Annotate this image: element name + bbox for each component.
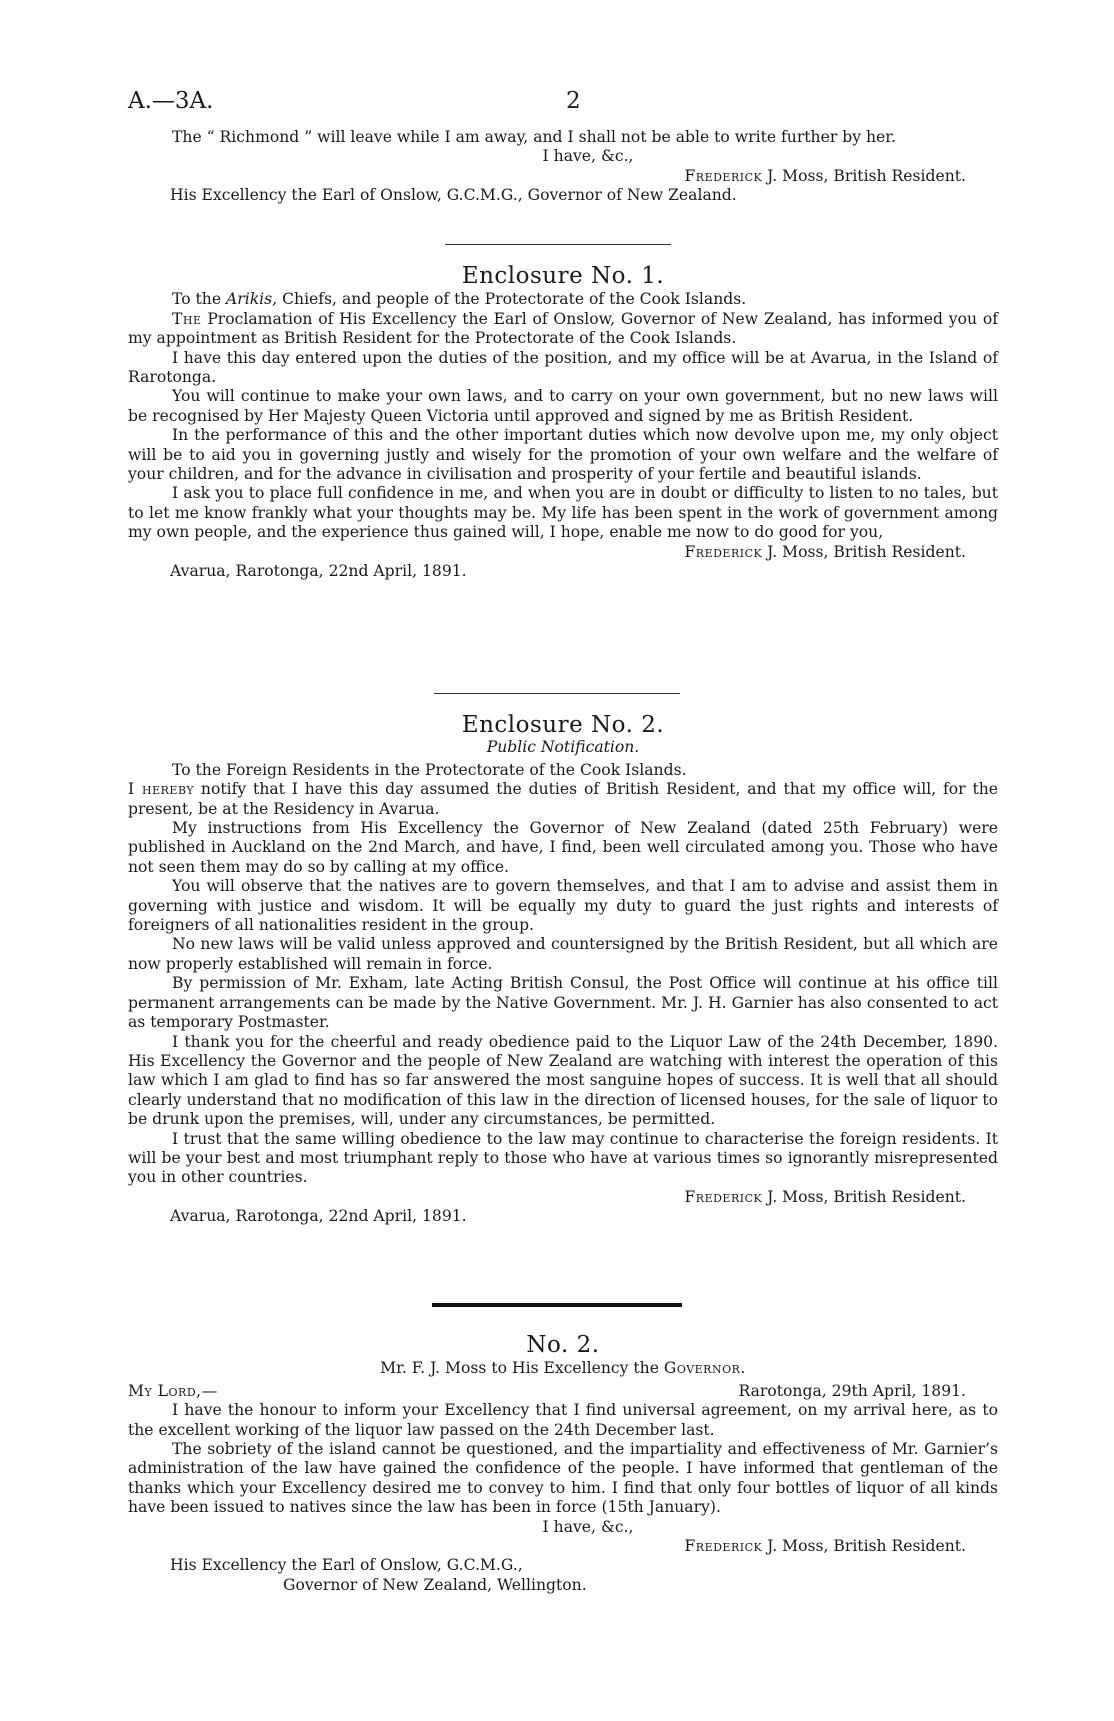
enclosure-1-paragraph: You will continue to make your own laws, and to carry on your own government, but no new laws will be recognised by Her Majesty Queen Victoria until approved and signed by me as British Resident. <box>128 387 998 425</box>
letter-1-addressee: His Excellency the Earl of Onslow, G.C.M.G., Governor of New Zealand. <box>170 186 737 205</box>
enclosure-2-paragraph: I thank you for the cheerful and ready obedience paid to the Liquor Law of the 24th December, 1890. His Excellency the Governor and the people of New Zealand are watching with interest the operation of this law which I am glad to find has so far answered the most sanguine hopes of success. It is well that all should clearly understand that no modification of this law in the direction of licensed houses, for the sale of liquor to be drunk upon the premises, will, under any circumstances, be permitted. <box>128 1032 998 1129</box>
enclosure-2-salutation: To the Foreign Residents in the Protectorate of the Cook Islands. <box>172 760 687 779</box>
signature-title: J. Moss, British Resident. <box>762 1187 966 1206</box>
enclosure-2-paragraph: My instructions from His Excellency the Governor of New Zealand (dated 25th February) were published in Auckland on the 2nd March, and have, I find, been well circulated among you. Those who have not seen them may do so by calling at my office. <box>128 819 998 876</box>
letter-2-heading: No. 2. <box>526 1332 600 1358</box>
letter-2-addressee: His Excellency the Earl of Onslow, G.C.M.G., <box>170 1556 523 1575</box>
signature-title: J. Moss, British Resident. <box>762 542 966 561</box>
section-divider <box>434 693 680 694</box>
letter-2-salutation-line <box>128 1382 998 1401</box>
enclosure-1-paragraph: In the performance of this and the other important duties which now devolve upon me, my only object will be to aid you in governing justly and wisely for the promotion of your own welfare and the welfare of your children, and for the advance in civilisation and prosperity of your fertile and beautiful islands. <box>128 426 998 484</box>
letter-1-section <box>128 128 998 206</box>
enclosure-2-paragraph: You will observe that the natives are to govern themselves, and that I am to advise and assist them in governing with justice and wisdom. It will be equally my duty to guard the just rights and interests of foreigners of all nationalities resident in the group. <box>128 877 998 935</box>
letter-2-closing: I have, &c., <box>542 1517 634 1536</box>
section-divider-thick <box>432 1303 682 1307</box>
paragraph-text: notify that I have this day assumed the duties of British Resident, and that my office will, for the present, be at the Residency in Avarua. <box>128 780 998 818</box>
enclosure-2-signature <box>128 1188 998 1207</box>
enclosure-1-paragraph: I ask you to place full confidence in me, and when you are in doubt or difficulty to listen to no tales, but to let me know frankly what your thoughts may be. My life has been spent in the work of government among my own people, and the experience thus gained will, I hope, enable me now to do good for you, <box>128 484 998 542</box>
enclosure-1-section <box>128 263 998 582</box>
subheading-text: Mr. F. J. Moss to His Excellency the <box>380 1359 664 1378</box>
salutation-text: Chiefs, and people of the Protectorate of the Cook Islands. <box>277 290 747 309</box>
letter-2-subheading <box>128 1359 998 1378</box>
subheading-governor: Governor. <box>663 1359 746 1378</box>
signature-title: J. Moss, British Resident. <box>762 166 966 185</box>
letter-2-addressee: Governor of New Zealand, Wellington. <box>283 1575 587 1594</box>
signature-title: J. Moss, British Resident. <box>762 1537 966 1556</box>
letter-1-signature <box>128 167 998 186</box>
signature-name: Frederick <box>684 1537 763 1556</box>
enclosure-1-heading: Enclosure No. 1. <box>461 263 665 289</box>
section-divider <box>445 244 671 245</box>
letter-2-paragraph: I have the honour to inform your Excellency that I find universal agreement, on my arrival here, as to the excellent working of the liquor law passed on the 24th December last. <box>128 1401 998 1439</box>
paragraph-text: Proclamation of His Excellency the Earl of Onslow, Governor of New Zealand, has informed you of my appointment as British Resident for the Protectorate of the Cook Islands. <box>128 309 998 348</box>
signature-name: Frederick <box>684 542 763 561</box>
enclosure-1-signature <box>128 543 998 562</box>
document-reference: A.—3A. <box>128 88 214 114</box>
enclosure-2-subheading: Public Notification. <box>486 738 640 757</box>
enclosure-2-paragraph <box>128 780 998 819</box>
salutation-text: To the <box>172 290 227 309</box>
letter-2-section <box>128 1332 998 1595</box>
enclosure-2-heading: Enclosure No. 2. <box>461 712 665 738</box>
letter-2-salutation: My Lord,— <box>128 1381 218 1400</box>
enclosure-2-paragraph: No new laws will be valid unless approved and countersigned by the British Resident, but all which are now properly established will remain in force. <box>128 935 998 973</box>
letter-2-place-date: Rarotonga, 29th April, 1891. <box>738 1381 966 1400</box>
enclosure-2-dateline: Avarua, Rarotonga, 22nd April, 1891. <box>170 1207 467 1226</box>
enclosure-1-dateline: Avarua, Rarotonga, 22nd April, 1891. <box>170 562 467 581</box>
letter-1-paragraph: The “ Richmond ” will leave while I am away, and I shall not be able to write further by her. <box>172 128 896 146</box>
signature-name: Frederick <box>684 1187 763 1206</box>
enclosure-1-paragraph: I have this day entered upon the duties of the position, and my office will be at Avarua, in the Island of Rarotonga. <box>128 348 998 387</box>
page-number: 2 <box>566 88 581 114</box>
lead-word: I hereby <box>128 780 195 799</box>
signature-name: Frederick <box>684 166 763 185</box>
enclosure-2-paragraph: I trust that the same willing obedience to the law may continue to characterise the foreign residents. It will be your best and most triumphant reply to those who have at various times so ignorantly misrepresented you in other countries. <box>128 1129 998 1187</box>
lead-word: The <box>172 309 202 328</box>
enclosure-2-section <box>128 712 998 1227</box>
enclosure-2-paragraph: By permission of Mr. Exham, late Acting British Consul, the Post Office will continue at his office till permanent arrangements can be made by the Native Government. Mr. J. H. Garnier has also consented to act as temporary Postmaster. <box>128 974 998 1032</box>
enclosure-1-paragraph <box>128 310 998 349</box>
letter-2-paragraph: The sobriety of the island cannot be questioned, and the impartiality and effectiveness of Mr. Garnier’s administration of the law have gained the confidence of the people. I have informed that gentleman of the thanks which your Excellency desired me to convey to him. I find that only four bottles of liquor of all kinds have been issued to natives since the law has been in force (15th January). <box>128 1440 998 1517</box>
letter-2-signature <box>128 1537 998 1556</box>
letter-1-closing: I have, &c., <box>542 147 634 166</box>
enclosure-1-salutation <box>128 290 998 309</box>
salutation-arikis: Arikis, <box>226 290 278 309</box>
